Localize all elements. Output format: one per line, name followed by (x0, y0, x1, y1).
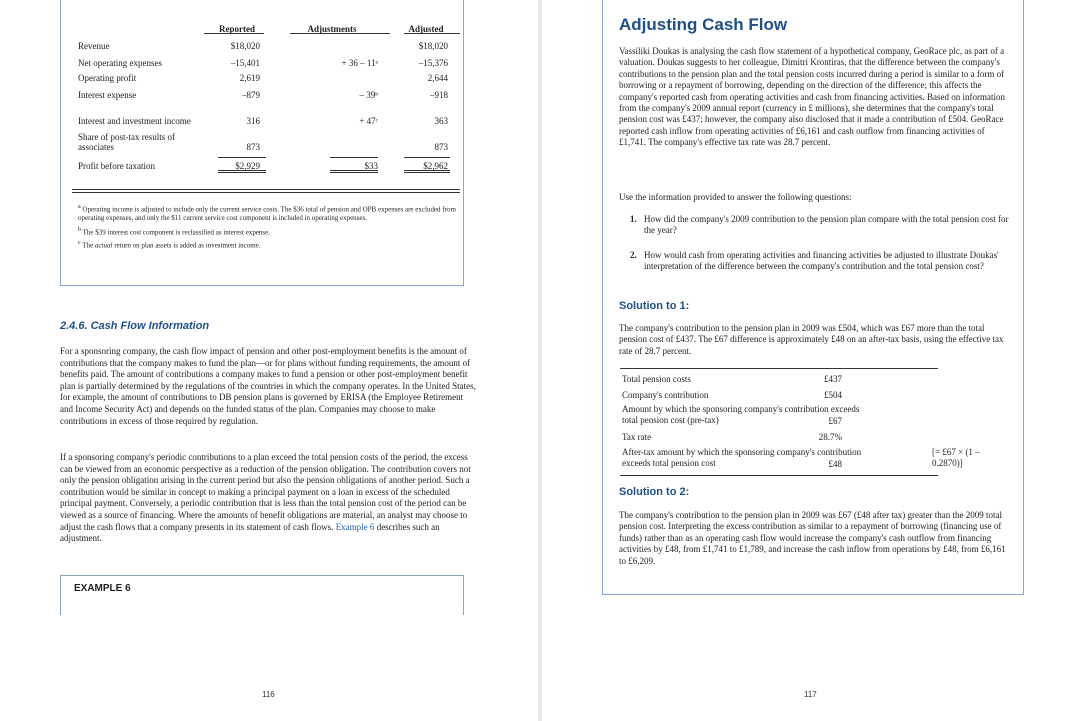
total-double-underline (404, 170, 450, 173)
adjusted-value: 2,644 (427, 73, 448, 83)
footnote-text: The (82, 241, 95, 250)
table-header-cell: Reported (219, 24, 255, 34)
table-bottom-rule (72, 192, 460, 193)
solution-paragraph: The company's contribution to the pension plan in 2009 was £504, which was £67 more than the total pension cost of £437. The £67 difference is approximately £48 on an after-tax basis, using the effective tax rate of 28.7 percent. (619, 323, 1004, 356)
calc-label: Company's contribution (622, 390, 709, 400)
solution-heading: Solution to 2: (619, 486, 690, 498)
footnote-text: Operating income is adjusted to include only the current service costs. The $36 total of pension and OPB expenses are excluded from operating expenses, and only the $11 current service cost component is included in operating expenses. (78, 205, 456, 223)
adjustment-value: + 36 – 11ᵃ (341, 58, 378, 68)
total-double-underline (330, 170, 378, 173)
table-row (72, 34, 460, 51)
question-text: How did the company's 2009 contribution to the pension plan compare with the total pension cost for the year? (644, 214, 1009, 236)
reported-value: $18,020 (230, 41, 260, 51)
table-header-cell: Adjusted (408, 24, 444, 34)
table-row (72, 68, 460, 83)
adjustment-value: + 47ᶜ (359, 116, 378, 126)
adjusted-value: 363 (434, 116, 448, 126)
adjusted-value: –918 (430, 90, 448, 100)
footnote-marker: a (78, 204, 81, 210)
adjusted-value: 873 (434, 142, 448, 152)
question-number: 1. (630, 214, 637, 224)
adjustment-value (272, 68, 392, 83)
question-text: How would cash from operating activities and financing activities be adjusted to illustrate Doukas' interpretation of the difference between the company's contribution and the total pension cost? (644, 250, 999, 272)
adjustment-value: $33 (364, 161, 378, 171)
footnote-c (78, 240, 458, 250)
adjusted-value: –15,376 (418, 58, 448, 68)
footnote-marker: b (78, 226, 81, 233)
calc-label: After-tax amount by which the sponsoring company's contribution exceeds total pension cost (622, 447, 862, 468)
row-label: Interest expense (78, 90, 137, 100)
total-double-underline (218, 170, 266, 173)
row-label: Profit before taxation (78, 161, 155, 171)
table-bottom-rule (72, 189, 460, 190)
instruction-text: Use the information provided to answer the following questions: (619, 192, 852, 202)
reported-value: 2,619 (239, 73, 260, 83)
table-row (72, 83, 460, 100)
calc-label: Total pension costs (622, 374, 691, 384)
table-row (72, 51, 460, 68)
row-label: Interest and investment income (78, 116, 191, 126)
example-intro-paragraph: Vassiliki Doukas is analysing the cash flow statement of a hypothetical company, GeoRace plc, as part of a valuation. Doukas suggests to her colleague, Dimitri Krontiras, that the difference between the company's contributions to the pension plan and the total pension costs incurred during a period is similar to a form of borrowing or a repayment of borrowing, depending on the direction of the difference; this affects the company's reported cash from operating activities and cash from financing activities. Based on information from the company's 2009 annual report (currency in £ millions), she determines that the company's total pension cost was £437; however, the company also disclosed that it made a contribution of £504. GeoRace reported cash inflow from operating activities of £6,161 and cash outflow from financing activities of £1,741. The company's effective tax rate was 28.7 percent. (619, 46, 1006, 148)
solution-heading: Solution to 1: (619, 300, 690, 312)
subtotal-underline (330, 157, 378, 158)
table-header-row (72, 20, 460, 34)
adjusted-value: $2,962 (423, 161, 448, 171)
adjusted-value: $18,020 (418, 41, 448, 51)
example-6-link[interactable]: Example 6 (335, 521, 375, 532)
table-row (72, 126, 460, 152)
right-page (542, 0, 1080, 721)
footnote-text: The $39 interest cost component is reclassified as interest expense. (82, 227, 271, 236)
table-row (72, 100, 460, 126)
page-number: 117 (804, 690, 817, 699)
income-statement-table (72, 20, 460, 171)
example-title: Adjusting Cash Flow (619, 15, 788, 34)
table-row (72, 152, 460, 171)
row-label: Share of post-tax results of associates (78, 132, 175, 152)
row-label: Net operating expenses (78, 58, 162, 68)
calc-label: Amount by which the sponsoring company's contribution exceeds total pension cost (pre-tax) (622, 404, 860, 425)
paragraph-text: If a sponsoring company's periodic contributions to a plan exceed the total pension costs of the period, the excess can be viewed from an economic perspective as a reduction of the pension obligation. The contribution covers not only the pension obligation arising in the current period but also the pension obligations of another period. Such a contribution would be similar in concept to making a principal payment on a loan in excess of the scheduled principal payment. Conversely, a periodic contribution that is less than the total pension cost of the period can be viewed as a source of financing. Where the amounts of benefit obligations are material, an analyst may choose to adjust the cash flows that a company presents in its statement of cash flows. (60, 452, 471, 532)
calc-note: [= £67 × (1 – 0.2870)] (932, 447, 980, 468)
calc-table-top-rule (620, 368, 938, 369)
subtotal-underline (218, 157, 266, 158)
row-label: Revenue (78, 41, 110, 51)
table-footnotes (78, 204, 458, 253)
calc-value: £437 (824, 374, 842, 384)
calc-value: £48 (828, 459, 842, 469)
adjustment-value: – 39ᵇ (359, 90, 378, 100)
example-box (60, 575, 464, 615)
footnote-marker: c (78, 239, 81, 246)
body-paragraph (60, 452, 478, 545)
row-label: Operating profit (78, 73, 137, 83)
footnote-a (78, 204, 458, 224)
solution-paragraph: The company's contribution to the pension plan in 2009 was £67 (£48 after tax) greater than the 2009 total pension cost. Interpreting the excess contribution as similar to a repayment of borrowing (financing use of funds) rather than as an operating cash flow would increase the company's cash outflow from financing activities by £48, from £1,741 to £1,789, and increase the cash inflow from operations by £48, from £6,161 to £6,209. (619, 510, 1006, 566)
header-underline (290, 33, 390, 34)
reported-value: –15,401 (230, 58, 260, 68)
page-number: 116 (262, 690, 275, 699)
paragraph-text: describes such an adjustment. (60, 521, 440, 544)
calc-value: £67 (828, 416, 842, 426)
table-header-cell: Adjustments (307, 24, 357, 34)
calc-label: Tax rate (622, 432, 652, 442)
adjustment-value (272, 126, 392, 152)
example-label: EXAMPLE 6 (74, 583, 131, 594)
footnote-text: return on plan assets is added as investment income. (112, 241, 261, 250)
table-header-cell (72, 20, 202, 34)
question-number: 2. (630, 250, 637, 260)
reported-value: 873 (246, 142, 260, 152)
footnote-b (78, 227, 458, 237)
reported-value: $2,929 (235, 161, 260, 171)
reported-value: 316 (246, 116, 260, 126)
header-underline (204, 33, 264, 34)
calc-value: 28.7% (818, 432, 842, 442)
adjustment-value (272, 34, 392, 51)
calc-value: £504 (824, 390, 842, 400)
left-page (0, 0, 538, 721)
calc-table-bottom-rule (620, 475, 938, 476)
header-underline (404, 33, 460, 34)
reported-value: –879 (242, 90, 260, 100)
subtotal-underline (404, 157, 450, 158)
footnote-emphasis: actual (94, 241, 113, 250)
section-heading: 2.4.6. Cash Flow Information (60, 320, 210, 332)
body-paragraph: For a sponsoring company, the cash flow impact of pension and other post-employment benefits is the amount of contributions that the company makes to fund the plan—or for plans without funding requirements, the amount of benefits paid. The amount of contributions a company makes to fund a pension or other post-employment benefit plan is partially determined by the regulations of the countries in which the company operates. In the United States, for example, the amount of contributions to DB pension plans is governed by ERISA (the Employee Retirement and Income Security Act) and depends on the funded status of the plan. Companies may choose to make contributions in excess of those required by regulation. (60, 346, 476, 426)
